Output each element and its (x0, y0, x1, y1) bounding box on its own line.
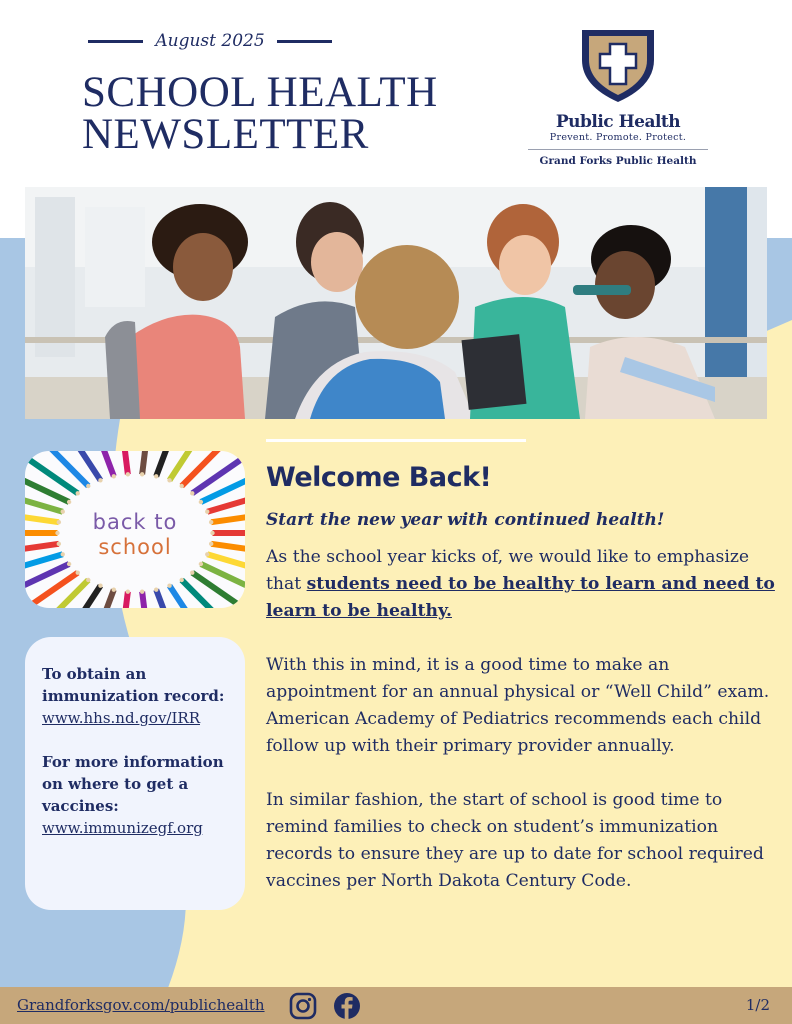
pencil-tip (57, 520, 61, 524)
title-line-1: SCHOOL HEALTH (82, 69, 438, 116)
pencil-tip (76, 491, 80, 495)
issue-date (88, 28, 332, 54)
facebook-icon[interactable] (333, 992, 361, 1020)
resources-box (25, 637, 245, 910)
pencil-tip (209, 520, 213, 524)
pencil-tip (67, 500, 71, 504)
pencil-tip (205, 552, 209, 556)
back-to-school-image (25, 451, 245, 608)
school-text: school (98, 535, 172, 559)
pencil (142, 592, 151, 608)
date-rule-right (277, 40, 332, 43)
pencil-tip (205, 510, 209, 514)
pencil-tip (154, 474, 158, 478)
pencil-tip (86, 484, 90, 488)
pencil-tip (199, 500, 203, 504)
footer-url-link[interactable]: Grandforksgov.com/publichealth (17, 996, 265, 1014)
pencil-tip (154, 587, 158, 591)
pencil-tip (180, 578, 184, 582)
pencil-tip (112, 587, 116, 591)
pencil-tip (140, 472, 144, 476)
pencil-tip (61, 552, 65, 556)
page-number: 1/2 (745, 996, 770, 1014)
pencil-tip (167, 584, 171, 588)
shield-cross-icon (576, 24, 660, 104)
article-paragraph-1 (266, 544, 776, 625)
pencil-tip (180, 484, 184, 488)
pencil (142, 451, 151, 474)
pencil-tip (190, 491, 194, 495)
pencil-tip (140, 589, 144, 593)
hero-photo (25, 187, 767, 419)
logo-tagline: Prevent. Promote. Protect. (549, 132, 687, 143)
pencil-tip (55, 531, 59, 535)
pencil-tip (86, 578, 90, 582)
back-to-text: back to (92, 510, 178, 534)
title-line-2: NEWSLETTER (82, 111, 369, 158)
pencil-tip (167, 478, 171, 482)
students-illustration (25, 187, 767, 419)
article-paragraph-3: In similar fashion, the start of school is good time to remind families to check on student’s immunization records to ensure they are up to date for school required vaccines per North Dakota Century Code. (266, 790, 764, 891)
pencil (119, 592, 128, 608)
vaccine-link[interactable]: www.immunizegf.org (42, 819, 203, 837)
public-health-logo (528, 24, 708, 170)
instagram-icon[interactable] (289, 992, 317, 1020)
vaccine-label: For more information on where to get a vaccines: (42, 753, 224, 815)
pencil-tip (112, 474, 116, 478)
content-divider (266, 439, 526, 442)
article (266, 460, 776, 895)
p1-emphasis: students need to be healthy to learn and need to learn to be healthy. (266, 574, 775, 621)
article-paragraph-2: With this in mind, it is a good time to make an appointment for an annual physical or “Well Child” exam. American Academy of Pediatrics recommends each child follow up with their primary provider annually. (266, 655, 770, 756)
pencil-tip (67, 562, 71, 566)
pencil-tip (57, 542, 61, 546)
pencil-tip (126, 589, 130, 593)
article-subheading: Start the new year with continued health! (266, 510, 665, 530)
pencil-tip (76, 570, 80, 574)
pencil-tip (199, 562, 203, 566)
p1-intro: As the school year kicks of, we would like to emphasize that (266, 547, 750, 594)
immunization-label: To obtain an immunization record: (42, 665, 225, 705)
pencil-tip (98, 478, 102, 482)
logo-org: Grand Forks Public Health (539, 155, 697, 167)
logo-divider (528, 149, 708, 150)
issue-date-text: August 2025 (155, 31, 265, 51)
colored-pencils-illustration (25, 451, 245, 608)
immunization-link[interactable]: www.hhs.nd.gov/IRR (42, 709, 200, 727)
pencil-tip (209, 542, 213, 546)
footer (0, 987, 792, 1024)
date-rule-left (88, 40, 143, 43)
article-heading: Welcome Back! (266, 462, 492, 493)
newsletter-title (82, 69, 438, 158)
logo-name: Public Health (555, 112, 681, 132)
pencil-tip (190, 570, 194, 574)
pencil-tip (61, 510, 65, 514)
pencil (119, 451, 128, 474)
pencil-tip (98, 584, 102, 588)
pencil-tip (126, 472, 130, 476)
pencil-tip (210, 531, 214, 535)
